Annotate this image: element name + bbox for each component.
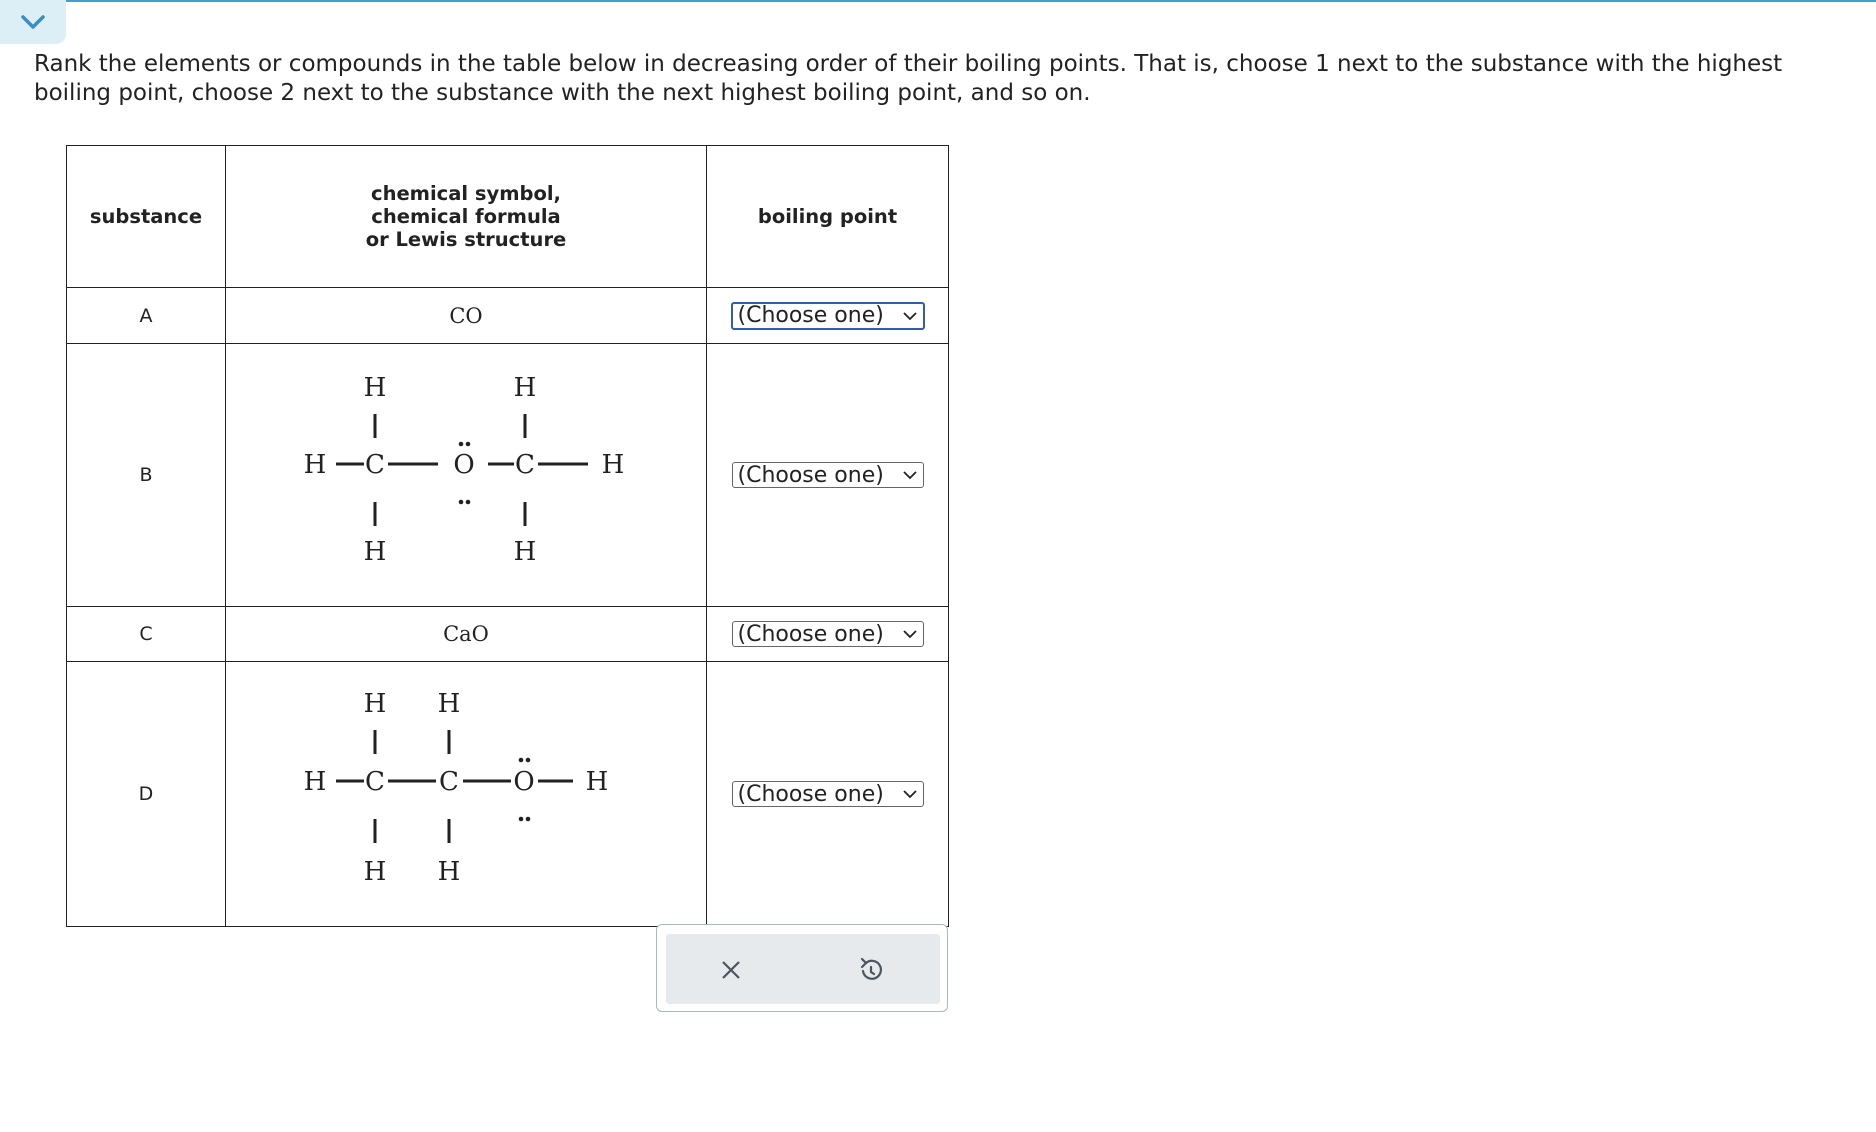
header-formula-line: or Lewis structure: [365, 228, 567, 251]
chevron-down-icon: [902, 311, 918, 321]
table-row: [67, 344, 949, 607]
atom-c: C: [365, 450, 385, 480]
formula-cell: [226, 288, 707, 344]
header-boiling-point: boiling point: [707, 146, 949, 288]
atom-h: H: [363, 373, 387, 403]
rank-select[interactable]: [732, 781, 924, 807]
formula-cell: [226, 344, 707, 607]
atom-h: H: [363, 857, 387, 887]
substance-label: A: [67, 288, 226, 344]
rank-select-value: (Choose one): [737, 781, 884, 807]
clear-button[interactable]: [716, 955, 746, 985]
atom-h: H: [585, 767, 609, 797]
table-row: [67, 607, 949, 662]
atom-h: H: [363, 537, 387, 567]
atom-h: H: [601, 450, 625, 480]
rank-cell: [707, 344, 949, 607]
undo-icon: [858, 957, 884, 983]
rank-select-value: (Choose one): [737, 621, 884, 647]
atom-o: O: [453, 450, 475, 480]
top-divider: [0, 0, 1876, 2]
collapse-toggle[interactable]: [0, 0, 66, 44]
answer-actions: [656, 924, 948, 1012]
atom-h: H: [363, 689, 387, 719]
substance-label: D: [67, 662, 226, 927]
table-header-row: [67, 146, 949, 288]
header-substance: substance: [67, 146, 226, 288]
rank-select[interactable]: [732, 621, 924, 647]
rank-cell: [707, 662, 949, 927]
atom-h: H: [303, 450, 327, 480]
atom-h: H: [437, 857, 461, 887]
atom-h: H: [437, 689, 461, 719]
atom-h: H: [513, 537, 537, 567]
substance-label: B: [67, 344, 226, 607]
atom-c: C: [365, 767, 385, 797]
formula-text: CO: [449, 303, 483, 328]
rank-select[interactable]: [732, 462, 924, 488]
close-icon: [720, 959, 742, 981]
chevron-down-icon: [20, 14, 46, 30]
rank-select[interactable]: [731, 302, 925, 330]
chevron-down-icon: [902, 470, 918, 480]
ranking-table: [66, 145, 949, 927]
table-row: [67, 288, 949, 344]
formula-cell: [226, 607, 707, 662]
lewis-structure-ethanol: [226, 662, 706, 922]
undo-button[interactable]: [856, 955, 886, 985]
header-formula-line: chemical symbol,: [371, 182, 561, 205]
atom-c: C: [439, 767, 459, 797]
chevron-down-icon: [902, 789, 918, 799]
rank-select-value: (Choose one): [737, 462, 884, 488]
actions-bar: [666, 934, 940, 1004]
atom-h: H: [303, 767, 327, 797]
atom-h: H: [513, 373, 537, 403]
substance-label: C: [67, 607, 226, 662]
atom-o: O: [513, 767, 535, 797]
header-formula-line: chemical formula: [371, 205, 561, 228]
formula-cell: [226, 662, 707, 927]
rank-select-value: (Choose one): [737, 303, 884, 328]
chevron-down-icon: [902, 629, 918, 639]
formula-text: CaO: [443, 622, 489, 646]
rank-cell: [707, 288, 949, 344]
question-prompt: Rank the elements or compounds in the table below in decreasing order of their boiling points. That is, choose 1 next to the substance with the highest boiling point, choose 2 next to the substance with the next highest boiling point, and so on.: [34, 51, 1783, 106]
header-formula: [226, 146, 707, 288]
lewis-structure-dimethyl-ether: [226, 344, 706, 602]
table-row: [67, 662, 949, 927]
atom-c: C: [515, 450, 535, 480]
rank-cell: [707, 607, 949, 662]
